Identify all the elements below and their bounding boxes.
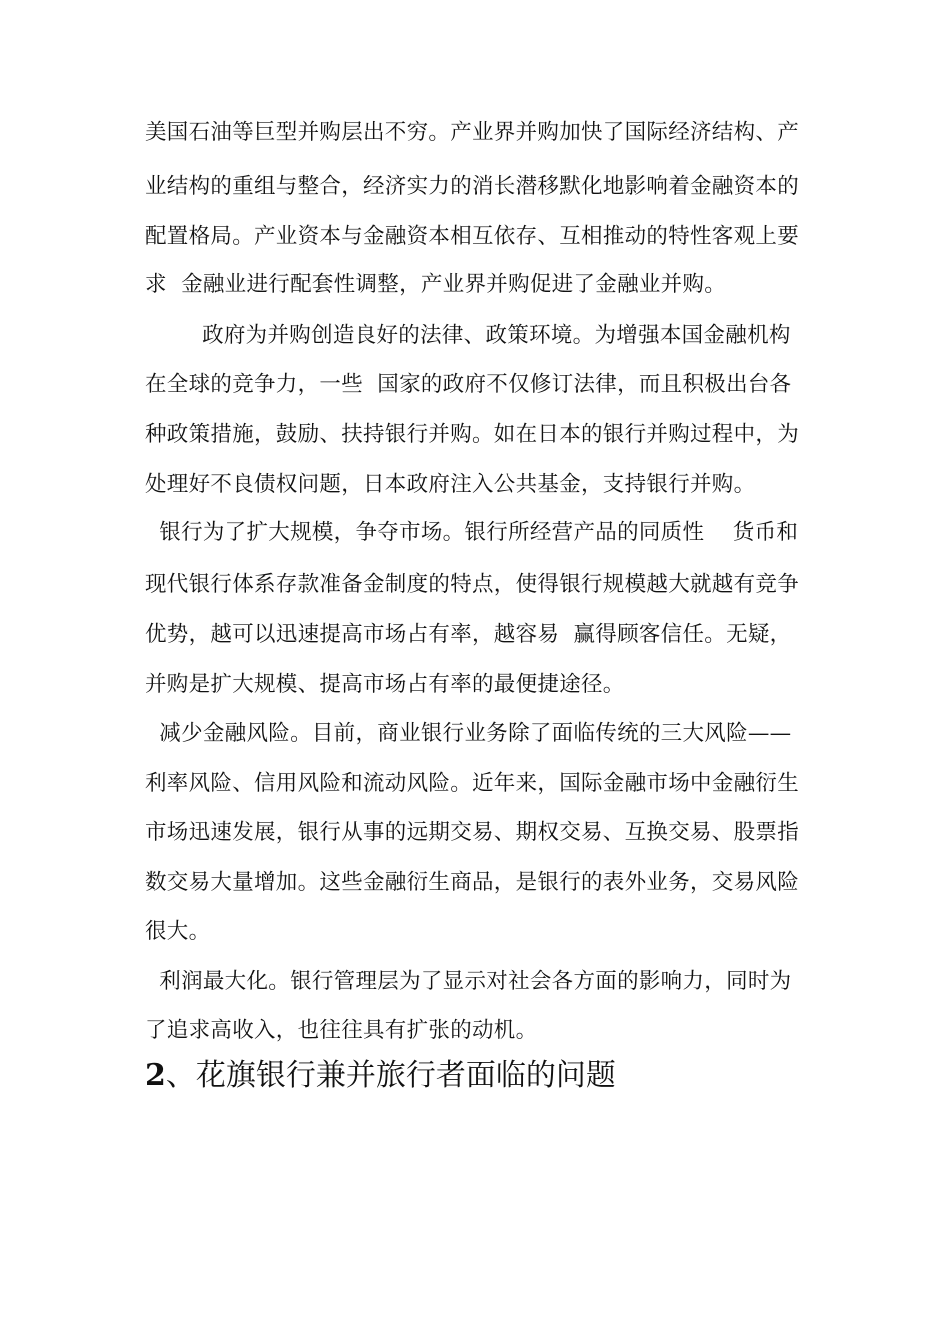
text-line: 配置格局。产业资本与金融资本相互依存、互相推动的特性客观上要 [145,224,800,249]
text-line: 现代银行体系存款准备金制度的特点，使得银行规模越大就越有竞争 [145,572,800,597]
text-line: 利润最大化。银行管理层为了显示对社会各方面的影响力，同时为 [145,969,792,994]
text-line: 业结构的重组与整合，经济实力的消长潜移默化地影响着金融资本的 [145,174,800,199]
text-line: 利率风险、信用风险和流动风险。近年来，国际金融市场中金融衍生 [145,771,800,796]
text-line: 在全球的竞争力，一些 国家的政府不仅修订法律，而且积极出台各 [145,372,792,397]
section-heading [145,1056,815,1096]
section-number: 2 [145,1058,166,1093]
text-line: 市场迅速发展，银行从事的远期交易、期权交易、互换交易、股票指 [145,820,800,845]
text-line: 种政策措施，鼓励、扶持银行并购。如在日本的银行并购过程中，为 [145,422,800,447]
text-line: 银行为了扩大规模，争夺市场。银行所经营产品的同质性 货币和 [145,520,799,545]
section-title: 、花旗银行兼并旅行者面临的问题 [165,1058,616,1093]
text-line: 美国石油等巨型并购层出不穷。产业界并购加快了国际经济结构、产 [145,120,800,145]
text-line: 求 金融业进行配套性调整，产业界并购促进了金融业并购。 [145,272,727,297]
text-line: 数交易大量增加。这些金融衍生商品，是银行的表外业务，交易风险 [145,870,800,895]
text-line: 并购是扩大规模、提高市场占有率的最便捷途径。 [145,672,625,697]
text-line: 优势，越可以迅速提高市场占有率，越容易 赢得顾客信任。无疑， [145,622,792,647]
text-line: 减少金融风险。目前，商业银行业务除了面临传统的三大风险—— [145,721,792,746]
text-line: 处理好不良债权问题，日本政府注入公共基金，支持银行并购。 [145,472,756,497]
text-line: 政府为并购创造良好的法律、政策环境。为增强本国金融机构 [145,323,791,348]
text-line: 很大。 [145,919,211,944]
text-line: 了追求高收入，也往往具有扩张的动机。 [145,1018,538,1043]
